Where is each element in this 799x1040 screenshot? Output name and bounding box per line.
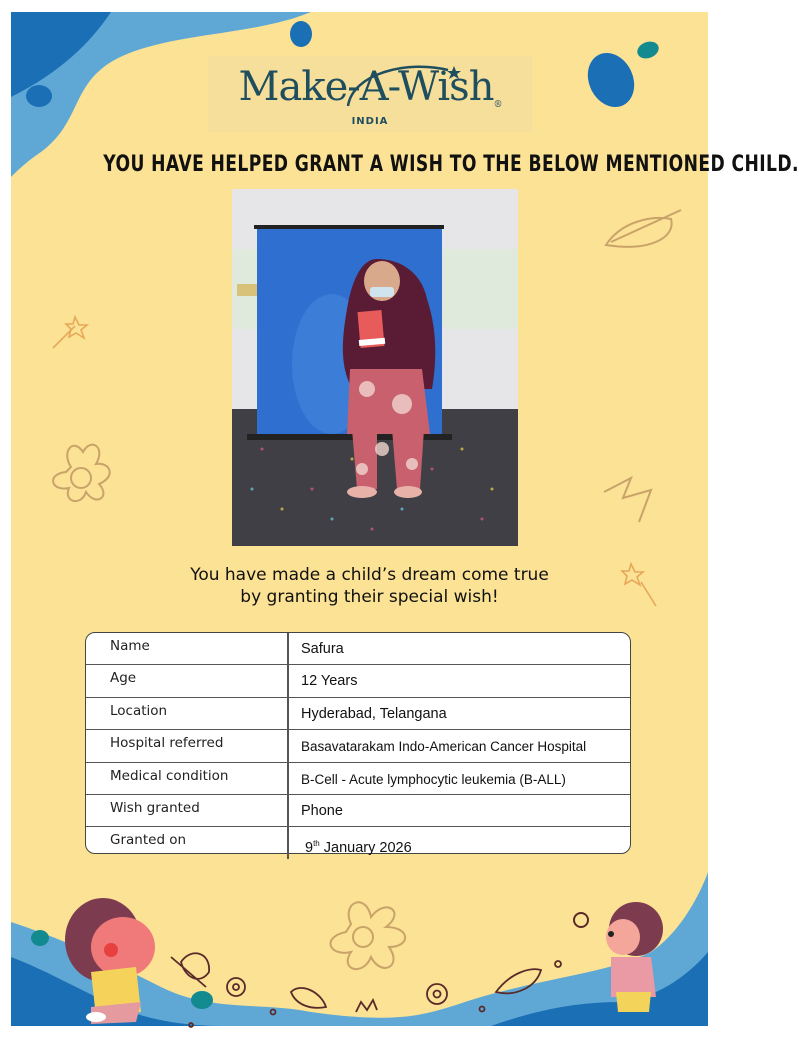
- value-granted-on: 9th January 2026: [305, 839, 412, 857]
- table-row-wish-granted: [86, 795, 630, 827]
- tagline: [91, 564, 648, 608]
- label-granted-on: Granted on: [86, 827, 289, 858]
- table-row-granted-on: [86, 827, 630, 858]
- photo-illustration: [232, 189, 518, 546]
- label-name: Name: [86, 633, 289, 664]
- flower-doodle-left: [53, 445, 110, 501]
- label-wish-granted: Wish granted: [86, 795, 289, 826]
- tagline-line-1: You have made a child’s dream come true: [190, 565, 549, 585]
- table-row-hospital: [86, 730, 630, 762]
- label-hospital: Hospital referred: [86, 730, 289, 761]
- blue-dot-top: [290, 21, 312, 47]
- label-medical-condition: Medical condition: [86, 763, 289, 794]
- table-row-name: [86, 633, 630, 665]
- logo-wordmark: Make-A-Wish®: [238, 64, 502, 110]
- value-location: Hyderabad, Telangana: [301, 705, 447, 722]
- child-photo: [232, 189, 518, 546]
- wish-details-table: [85, 632, 631, 857]
- table-row-medical-condition: [86, 763, 630, 795]
- value-wish-granted: Phone: [301, 802, 343, 819]
- wand-doodle-left: [53, 317, 87, 348]
- headline: YOU HAVE HELPED GRANT A WISH TO THE BELOW MENTIONED CHILD.: [103, 152, 799, 177]
- teal-dot-right: [635, 39, 661, 62]
- leaf-doodle-right: [606, 210, 681, 247]
- value-age: 12 Years: [301, 673, 358, 690]
- label-age: Age: [86, 665, 289, 696]
- value-name: Safura: [301, 641, 344, 657]
- table-row-location: [86, 698, 630, 730]
- blue-blob-right: [579, 45, 643, 114]
- value-hospital: Basavatarakam Indo-American Cancer Hospital: [301, 739, 587, 755]
- blue-dot-left: [26, 85, 52, 107]
- teal-dot-bottom-mid: [191, 991, 213, 1009]
- teal-dot-bottom-left: [31, 930, 49, 946]
- flower-doodle-bottom: [331, 902, 406, 969]
- make-a-wish-logo: [208, 56, 532, 132]
- certificate-card: [11, 12, 799, 1026]
- tagline-line-2: by granting their special wish!: [240, 587, 499, 607]
- table-row-age: [86, 665, 630, 697]
- logo-subtitle: INDIA: [351, 116, 389, 127]
- label-location: Location: [86, 698, 289, 729]
- value-medical-condition: B-Cell - Acute lymphocytic leukemia (B-ALL): [301, 771, 566, 787]
- zigzag-doodle-right: [604, 478, 651, 522]
